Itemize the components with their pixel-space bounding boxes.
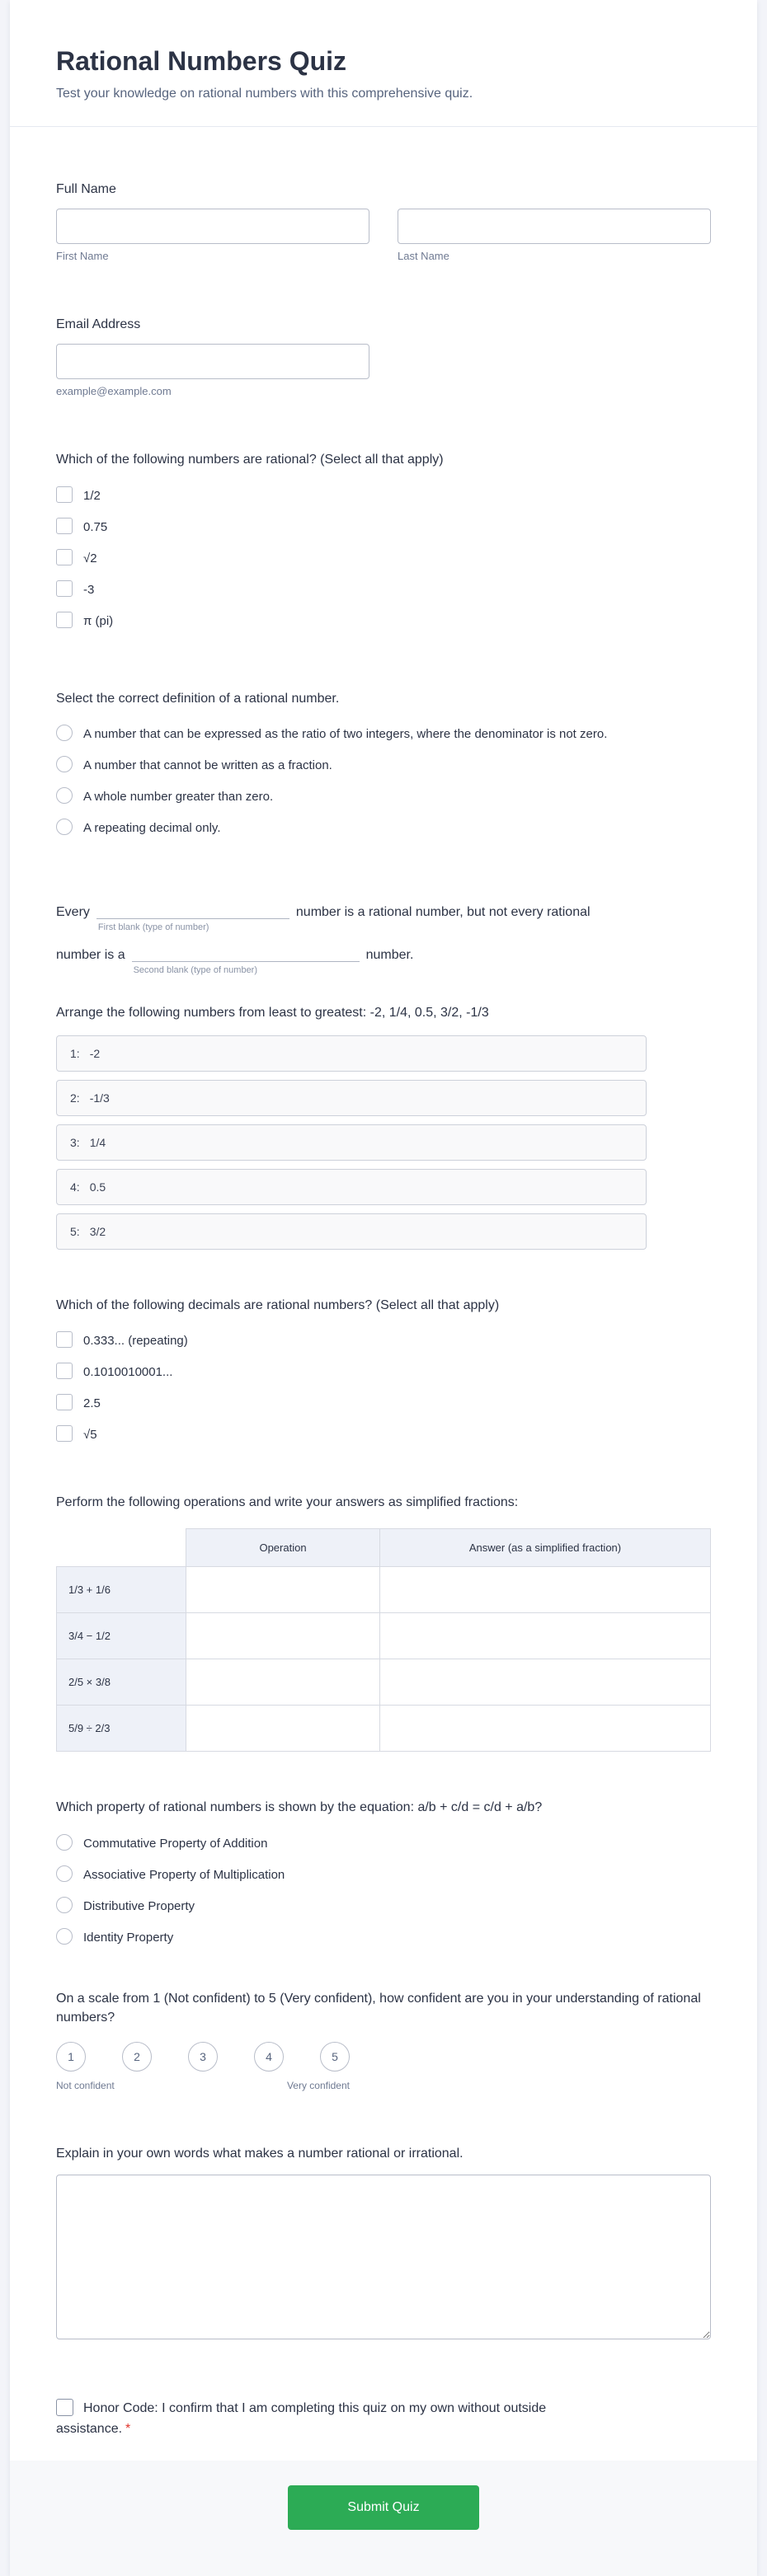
full-name-inputs xyxy=(56,209,711,262)
table-row xyxy=(57,1613,711,1659)
radio-icon[interactable] xyxy=(56,725,73,741)
question-definition xyxy=(56,689,711,843)
answer-cell xyxy=(380,1659,711,1706)
operations-question-label: Perform the following operations and write your answers as simplified fractions: xyxy=(56,1495,519,1510)
answer-input-3[interactable] xyxy=(380,1660,710,1705)
fill-text: number. xyxy=(365,947,414,962)
fill-text: Every xyxy=(56,904,90,919)
operation-input-3[interactable] xyxy=(186,1660,379,1705)
radio-icon[interactable] xyxy=(56,819,73,835)
decimals-option-1[interactable] xyxy=(56,1356,711,1387)
first-name-col xyxy=(56,209,369,262)
fill-text: number is a xyxy=(56,947,125,962)
scale-question-label: On a scale from 1 (Not confident) to 5 (Very confident), how confident are you in your understanding of rational numbers? xyxy=(56,1991,701,2025)
last-name-col xyxy=(398,209,711,262)
email-input[interactable] xyxy=(56,344,369,379)
option-label: A number that can be expressed as the ratio of two integers, where the denominator is not zero. xyxy=(83,726,608,741)
email-label: Email Address xyxy=(56,317,141,332)
property-option-2[interactable] xyxy=(56,1890,711,1921)
option-label: √5 xyxy=(83,1428,97,1443)
question-explain xyxy=(56,2144,711,2339)
row-header-operation-4: 5/9 ÷ 2/3 xyxy=(57,1706,186,1752)
col-header-answer: Answer (as a simplified fraction) xyxy=(380,1529,711,1567)
decimals-option-3[interactable] xyxy=(56,1419,711,1450)
rational-option-3[interactable] xyxy=(56,574,711,605)
operation-cell xyxy=(186,1567,380,1613)
option-label: Commutative Property of Addition xyxy=(83,1836,268,1851)
question-confidence-scale xyxy=(56,1989,711,2091)
option-label: 1/2 xyxy=(83,488,101,503)
property-option-3[interactable] xyxy=(56,1921,711,1953)
radio-icon[interactable] xyxy=(56,1865,73,1882)
scale-right-label: Very confident xyxy=(286,2079,350,2091)
answer-input-2[interactable] xyxy=(380,1614,710,1659)
checkbox-icon[interactable] xyxy=(56,549,73,565)
question-rational-numbers xyxy=(56,450,711,636)
col-header-operation: Operation xyxy=(186,1529,380,1567)
answer-input-4[interactable] xyxy=(380,1706,710,1751)
operation-input-2[interactable] xyxy=(186,1614,379,1659)
question-arrange xyxy=(56,1003,711,1250)
first-blank-input[interactable] xyxy=(96,903,289,932)
table-corner-cell xyxy=(57,1529,186,1567)
scale-options xyxy=(56,2042,711,2072)
honor-checkbox-row[interactable] xyxy=(56,2399,584,2440)
sortable-item-5[interactable] xyxy=(56,1213,647,1250)
rational-question-label: Which of the following numbers are rational? (Select all that apply) xyxy=(56,453,444,467)
property-options xyxy=(56,1828,711,1953)
decimals-question-label: Which of the following decimals are rational numbers? (Select all that apply) xyxy=(56,1297,500,1312)
operation-cell xyxy=(186,1659,380,1706)
submit-button[interactable]: Submit Quiz xyxy=(288,2485,479,2530)
option-label: A whole number greater than zero. xyxy=(83,789,274,804)
property-question-label: Which property of rational numbers is shown by the equation: a/b + c/d = c/d + a/b? xyxy=(56,1800,543,1815)
fill-text: number is a rational number, but not every rational xyxy=(295,904,591,919)
item-value: 1/4 xyxy=(89,1135,106,1149)
field-honor-code xyxy=(56,2399,711,2440)
first-name-input[interactable] xyxy=(56,209,369,244)
definition-options xyxy=(56,718,711,843)
option-label: Associative Property of Multiplication xyxy=(83,1867,285,1882)
radio-icon[interactable] xyxy=(56,756,73,772)
decimals-option-2[interactable] xyxy=(56,1387,711,1419)
checkbox-icon[interactable] xyxy=(56,1394,73,1410)
question-decimals xyxy=(56,1296,711,1450)
form-header xyxy=(10,0,757,126)
answer-cell xyxy=(380,1706,711,1752)
definition-option-3[interactable] xyxy=(56,812,711,843)
item-value: -2 xyxy=(89,1046,101,1060)
field-full-name xyxy=(56,180,711,262)
field-email xyxy=(56,315,711,397)
last-name-sublabel: Last Name xyxy=(398,250,449,263)
sortable-list xyxy=(56,1035,647,1250)
fill-blank-line-2 xyxy=(56,945,711,975)
property-option-0[interactable] xyxy=(56,1828,711,1859)
form-footer xyxy=(10,2461,757,2576)
checkbox-icon[interactable] xyxy=(56,1363,73,1379)
scale-left-label: Not confident xyxy=(56,2079,115,2091)
scale-option-2[interactable]: 2 xyxy=(122,2042,152,2072)
option-label: Identity Property xyxy=(83,1930,174,1945)
row-header-operation-1: 1/3 + 1/6 xyxy=(57,1567,186,1613)
second-blank-sublabel: Second blank (type of number) xyxy=(133,964,258,975)
item-rank: 5: xyxy=(70,1224,80,1238)
form-card xyxy=(10,0,757,2576)
table-row xyxy=(57,1659,711,1706)
answer-cell xyxy=(380,1567,711,1613)
fill-blank-line-1 xyxy=(56,903,711,932)
radio-icon[interactable] xyxy=(56,1897,73,1913)
question-operations xyxy=(56,1493,711,1752)
rational-option-2[interactable] xyxy=(56,542,711,574)
email-sublabel: example@example.com xyxy=(56,385,172,398)
operation-cell xyxy=(186,1613,380,1659)
scale-option-3[interactable]: 3 xyxy=(188,2042,218,2072)
decimals-options xyxy=(56,1325,711,1450)
form-title: Rational Numbers Quiz xyxy=(56,46,347,76)
option-label: -3 xyxy=(83,582,95,597)
last-name-input[interactable] xyxy=(398,209,711,244)
operation-input-4[interactable] xyxy=(186,1706,379,1751)
answer-cell xyxy=(380,1613,711,1659)
sortable-item-2[interactable] xyxy=(56,1080,647,1116)
rational-option-4[interactable] xyxy=(56,605,711,636)
option-label: A repeating decimal only. xyxy=(83,820,221,835)
question-property xyxy=(56,1798,711,1952)
honor-checkbox-icon[interactable] xyxy=(56,2399,73,2416)
first-blank-sublabel: First blank (type of number) xyxy=(97,922,209,932)
arrange-question-label: Arrange the following numbers from least to greatest: -2, 1/4, 0.5, 3/2, -1/3 xyxy=(56,1005,489,1020)
answer-input-1[interactable] xyxy=(380,1568,710,1612)
decimals-option-0[interactable] xyxy=(56,1325,711,1356)
option-label: 0.75 xyxy=(83,519,108,534)
option-label: √2 xyxy=(83,551,97,565)
option-label: 0.333... (repeating) xyxy=(83,1334,188,1349)
required-asterisk: * xyxy=(125,2421,131,2436)
property-option-1[interactable] xyxy=(56,1859,711,1890)
table-row xyxy=(57,1567,711,1613)
definition-option-1[interactable] xyxy=(56,749,711,781)
scale-option-4[interactable]: 4 xyxy=(254,2042,284,2072)
item-rank: 1: xyxy=(70,1046,80,1060)
question-fill-blank xyxy=(56,903,711,975)
operations-table xyxy=(56,1528,711,1752)
email-input-wrap xyxy=(56,344,369,397)
checkbox-icon[interactable] xyxy=(56,486,73,503)
table-row xyxy=(57,1706,711,1752)
item-value: 0.5 xyxy=(89,1180,106,1194)
sortable-item-1[interactable] xyxy=(56,1035,647,1072)
checkbox-icon[interactable] xyxy=(56,1425,73,1442)
scale-option-1[interactable]: 1 xyxy=(56,2042,86,2072)
radio-icon[interactable] xyxy=(56,1928,73,1945)
rational-options xyxy=(56,480,711,636)
radio-icon[interactable] xyxy=(56,1834,73,1851)
form-subtitle: Test your knowledge on rational numbers with this comprehensive quiz. xyxy=(56,87,473,101)
scale-option-5[interactable]: 5 xyxy=(320,2042,350,2072)
sortable-item-3[interactable] xyxy=(56,1124,647,1161)
item-rank: 2: xyxy=(70,1091,80,1105)
form-content xyxy=(10,127,757,2440)
radio-icon[interactable] xyxy=(56,787,73,804)
operation-input-1[interactable] xyxy=(186,1568,379,1612)
row-header-operation-3: 2/5 × 3/8 xyxy=(57,1659,186,1706)
rational-option-0[interactable] xyxy=(56,480,711,511)
definition-question-label: Select the correct definition of a rational number. xyxy=(56,691,340,706)
item-rank: 4: xyxy=(70,1180,80,1194)
item-rank: 3: xyxy=(70,1135,80,1149)
option-label: A number that cannot be written as a fraction. xyxy=(83,758,332,772)
checkbox-icon[interactable] xyxy=(56,612,73,628)
row-header-operation-2: 3/4 − 1/2 xyxy=(57,1613,186,1659)
option-label: 2.5 xyxy=(83,1396,101,1411)
table-header-row xyxy=(57,1529,711,1567)
item-value: 3/2 xyxy=(89,1224,106,1238)
definition-option-0[interactable] xyxy=(56,718,711,749)
definition-option-2[interactable] xyxy=(56,781,711,812)
first-name-sublabel: First Name xyxy=(56,250,109,263)
option-label: 0.1010010001... xyxy=(83,1365,173,1380)
full-name-label: Full Name xyxy=(56,182,116,196)
explain-question-label: Explain in your own words what makes a number rational or irrational. xyxy=(56,2146,463,2161)
rational-option-1[interactable] xyxy=(56,511,711,542)
option-label: Distributive Property xyxy=(83,1898,195,1913)
scale-labels xyxy=(56,2080,350,2091)
item-value: -1/3 xyxy=(89,1091,110,1105)
checkbox-icon[interactable] xyxy=(56,518,73,534)
sortable-item-4[interactable] xyxy=(56,1169,647,1205)
operation-cell xyxy=(186,1706,380,1752)
explain-textarea[interactable] xyxy=(56,2175,711,2339)
checkbox-icon[interactable] xyxy=(56,580,73,597)
honor-text: Honor Code: I confirm that I am completing this quiz on my own without outside assistance. xyxy=(56,2401,547,2436)
checkbox-icon[interactable] xyxy=(56,1331,73,1348)
second-blank-input[interactable] xyxy=(132,945,360,975)
option-label: π (pi) xyxy=(83,613,114,628)
